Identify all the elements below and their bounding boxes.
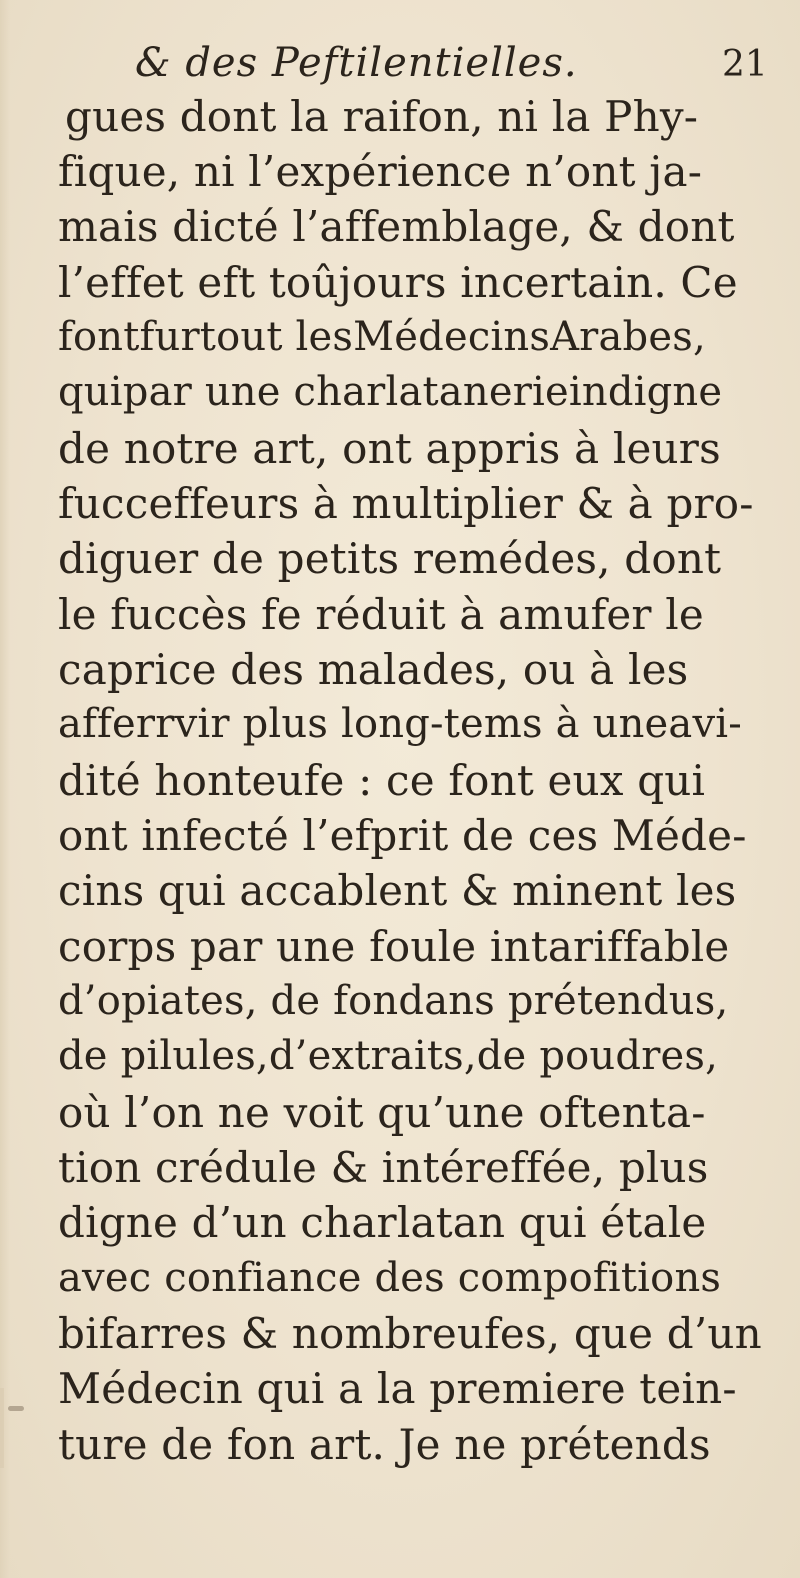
- text-line: digne d’un charlatan qui étale: [58, 1198, 707, 1247]
- text-line: cins qui accablent & minent les: [58, 866, 737, 915]
- text-line: de notre art, ont appris à leurs: [58, 424, 721, 473]
- text-line: diguer de petits remédes, dont: [58, 534, 722, 583]
- running-title: & des Peftilentielles.: [135, 40, 578, 86]
- text-line: ont infecté l’efprit de ces Méde-: [58, 811, 747, 860]
- text-line: d’opiates, de fondans prétendus,: [58, 978, 729, 1024]
- text-line: tion crédule & intéreffée, plus: [58, 1143, 709, 1192]
- page-number: 21: [722, 44, 768, 85]
- text-line: fique, ni l’expérience n’ont ja-: [58, 147, 703, 196]
- text-line: ture de fon art. Je ne prétends: [58, 1420, 711, 1469]
- text-line: dité honteufe : ce font eux qui: [58, 756, 706, 805]
- running-head: [0, 40, 800, 100]
- ink-mark: [8, 1406, 24, 1411]
- text-line: avec confiance des compofitions: [58, 1255, 722, 1301]
- text-line: bifarres & nombreufes, que d’un: [58, 1309, 762, 1358]
- text-line: afferrvir plus long-tems à uneavi-: [58, 701, 742, 747]
- text-line: de pilules,d’extraits,de poudres,: [58, 1033, 719, 1079]
- text-line: mais dicté l’affemblage, & dont: [58, 202, 735, 251]
- text-line: le fuccès fe réduit à amufer le: [58, 590, 704, 639]
- gutter-shadow: [0, 0, 10, 1578]
- page-crease: [0, 1388, 4, 1468]
- text-line: l’effet eft toûjours incertain. Ce: [58, 258, 738, 307]
- text-line: quipar une charlatanerieindigne: [58, 369, 723, 415]
- text-line: fucceffeurs à multiplier & à pro-: [58, 479, 754, 528]
- text-line: fontfurtout lesMédecinsArabes,: [58, 314, 706, 360]
- text-line: Médecin qui a la premiere tein-: [58, 1364, 737, 1413]
- text-line: corps par une foule intariffable: [58, 922, 730, 971]
- text-line: gues dont la raifon, ni la Phy-: [65, 92, 699, 141]
- text-line: où l’on ne voit qu’une oftenta-: [58, 1088, 706, 1137]
- text-line: caprice des malades, ou à les: [58, 645, 689, 694]
